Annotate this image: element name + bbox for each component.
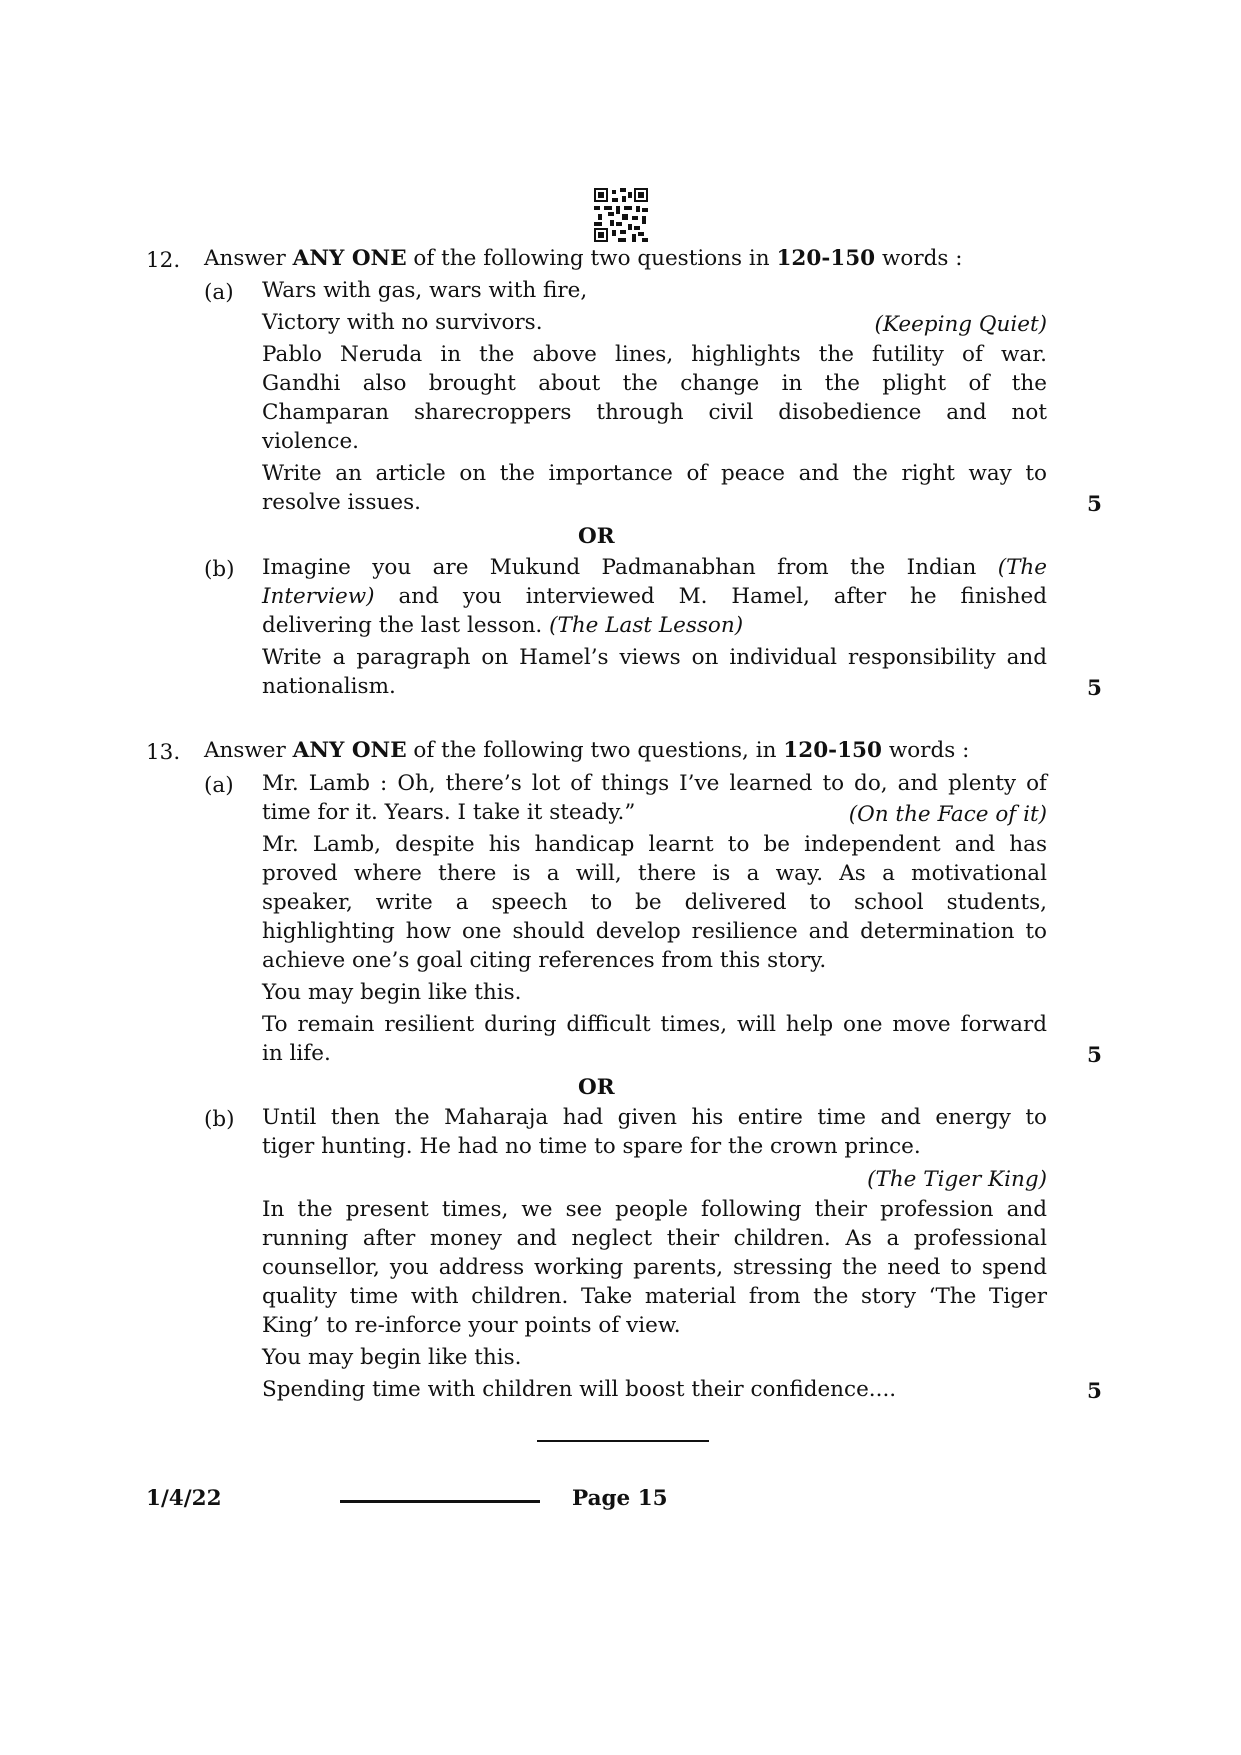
end-rule [537, 1440, 709, 1442]
paper-code: 1/4/22 [146, 1486, 222, 1511]
footer-rule [340, 1500, 540, 1503]
question-13-number: 13. [146, 740, 181, 765]
marks: 5 [1087, 1379, 1102, 1404]
question-13a-label: (a) [204, 773, 234, 798]
paragraph-line: Champaran sharecroppers through civil disobedience and not [262, 400, 1047, 425]
paragraph-line: Write a paragraph on Hamel’s views on individual responsibility and [262, 645, 1047, 670]
marks: 5 [1087, 1043, 1102, 1068]
paragraph-line: Imagine you are Mukund Padmanabhan from the Indian (The [262, 555, 1048, 580]
paragraph-line: In the present times, we see people following their profession and [262, 1197, 1047, 1222]
qr-code-icon [594, 188, 648, 242]
or-divider: OR [578, 524, 615, 549]
paragraph-line: running after money and neglect their children. As a professional [262, 1226, 1047, 1251]
question-12-instruction: Answer ANY ONE of the following two questions in 120-150 words : [204, 246, 963, 271]
marks: 5 [1087, 492, 1102, 517]
question-12-number: 12. [146, 248, 181, 273]
paragraph-line: proved where there is a will, there is a way. As a motivational [262, 861, 1047, 886]
paragraph-line: Gandhi also brought about the change in the plight of the [262, 371, 1047, 396]
marks: 5 [1087, 676, 1102, 701]
paragraph-line: Interview) and you interviewed M. Hamel, after he finished [262, 584, 1047, 609]
paragraph-line: time for it. Years. I take it steady.” [262, 800, 636, 825]
paragraph-line: resolve issues. [262, 490, 421, 515]
question-12b-label: (b) [204, 557, 235, 582]
source-citation: (The Tiger King) [867, 1167, 1047, 1192]
paragraph-line: Write an article on the importance of peace and the right way to [262, 461, 1047, 486]
paragraph-line: To remain resilient during difficult times, will help one move forward [262, 1012, 1047, 1037]
paragraph-line: King’ to re-inforce your points of view. [262, 1313, 681, 1338]
paragraph-line: in life. [262, 1041, 331, 1066]
paragraph-line: Until then the Maharaja had given his entire time and energy to [262, 1105, 1047, 1130]
quote-line: Wars with gas, wars with fire, [262, 278, 588, 303]
paragraph-line: violence. [262, 429, 360, 454]
paragraph-line: achieve one’s goal citing references from this story. [262, 948, 827, 973]
page-number: Page 15 [572, 1486, 668, 1511]
source-citation: (On the Face of it) [848, 802, 1047, 827]
paragraph-line: Pablo Neruda in the above lines, highlights the futility of war. [262, 342, 1047, 367]
paragraph-line: nationalism. [262, 674, 396, 699]
paragraph-line: delivering the last lesson. (The Last Lesson) [262, 613, 744, 638]
question-13b-label: (b) [204, 1107, 235, 1132]
paragraph-line: You may begin like this. [262, 980, 522, 1005]
or-divider: OR [578, 1075, 615, 1100]
paragraph-line: counsellor, you address working parents, stressing the need to spend [262, 1255, 1047, 1280]
paragraph-line: speaker, write a speech to be delivered to school students, [262, 890, 1047, 915]
paragraph-line: Mr. Lamb : Oh, there’s lot of things I’ve learned to do, and plenty of [262, 771, 1047, 796]
quote-line: Victory with no survivors. [262, 310, 543, 335]
paragraph-line: Spending time with children will boost their confidence.... [262, 1377, 897, 1402]
paragraph-line: quality time with children. Take material from the story ‘The Tiger [262, 1284, 1047, 1309]
paragraph-line: highlighting how one should develop resilience and determination to [262, 919, 1047, 944]
paragraph-line: Mr. Lamb, despite his handicap learnt to be independent and has [262, 832, 1047, 857]
question-12a-label: (a) [204, 280, 234, 305]
paragraph-line: You may begin like this. [262, 1345, 522, 1370]
paragraph-line: tiger hunting. He had no time to spare for the crown prince. [262, 1134, 921, 1159]
question-13-instruction: Answer ANY ONE of the following two questions, in 120-150 words : [204, 738, 970, 763]
source-citation: (Keeping Quiet) [874, 312, 1047, 337]
